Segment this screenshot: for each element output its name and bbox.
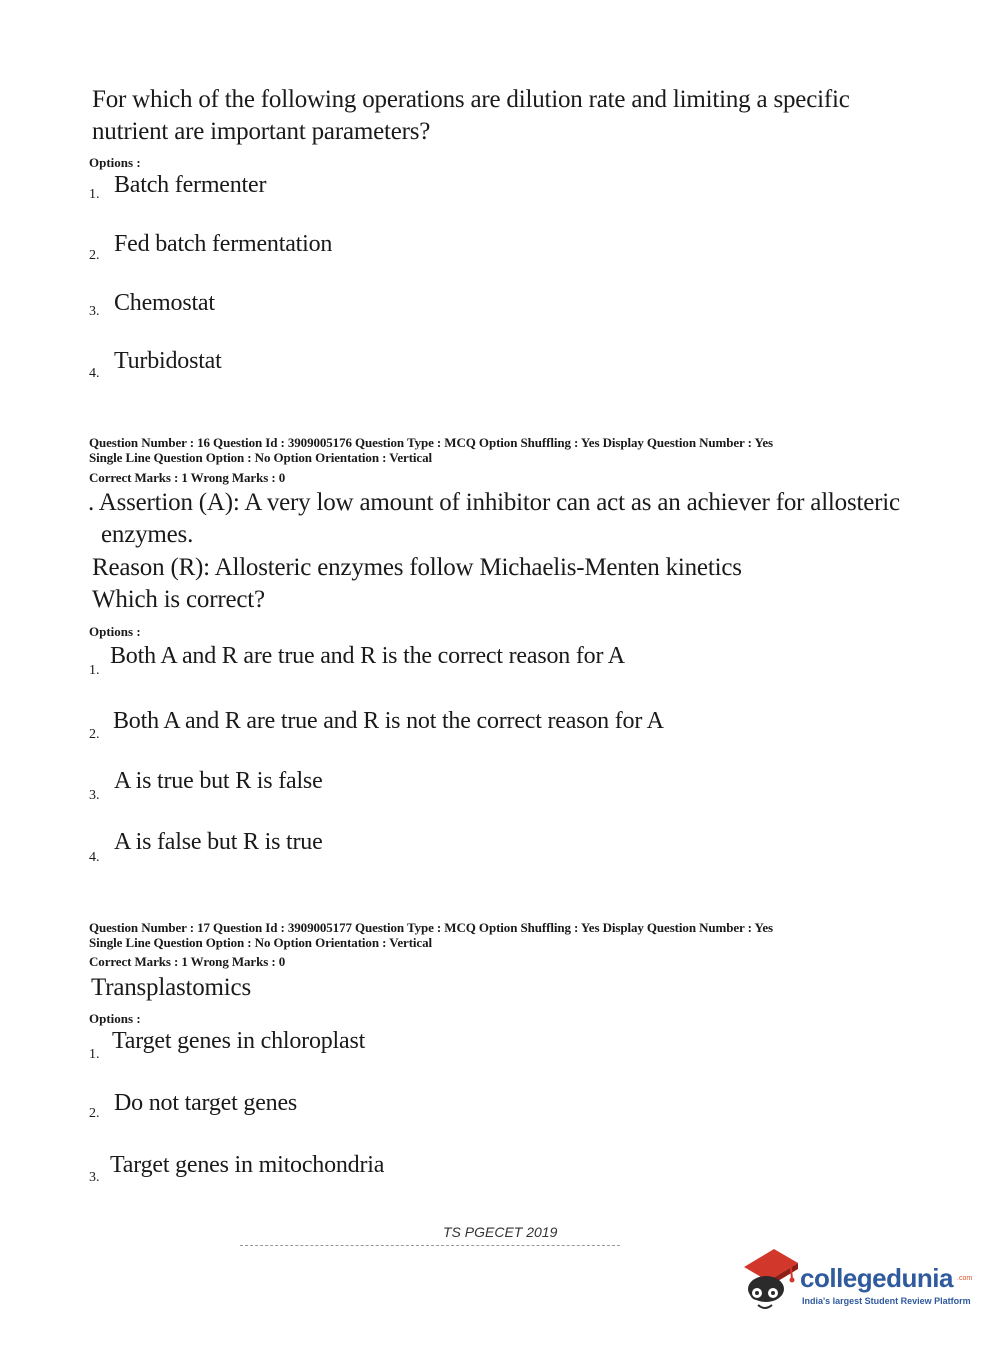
q16-option-2: Both A and R are true and R is not the correct reason for A bbox=[113, 708, 664, 734]
q16-option-2-number: 2. bbox=[89, 727, 100, 742]
collegedunia-logo-text: collegedunia bbox=[800, 1263, 953, 1293]
q17-option-3-number: 3. bbox=[89, 1170, 100, 1185]
q16-option-1-number: 1. bbox=[89, 663, 100, 678]
q16-option-3: A is true but R is false bbox=[114, 768, 323, 794]
q16-marks: Correct Marks : 1 Wrong Marks : 0 bbox=[89, 470, 286, 485]
q16-option-3-number: 3. bbox=[89, 788, 100, 803]
q15-option-1: Batch fermenter bbox=[114, 172, 267, 198]
q16-text-line2: enzymes. bbox=[101, 521, 194, 548]
q17-option-3: Target genes in mitochondria bbox=[110, 1152, 385, 1178]
q16-text-line4: Which is correct? bbox=[92, 586, 265, 613]
q17-option-1: Target genes in chloroplast bbox=[112, 1028, 366, 1054]
q17-option-2-number: 2. bbox=[89, 1106, 100, 1121]
q15-text-line2: nutrient are important parameters? bbox=[92, 118, 431, 145]
collegedunia-mascot-icon bbox=[740, 1245, 800, 1315]
q17-meta-line2: Single Line Question Option : No Option Orientation : Vertical bbox=[89, 935, 433, 950]
q16-option-4: A is false but R is true bbox=[114, 829, 323, 855]
q15-option-2: Fed batch fermentation bbox=[114, 231, 333, 257]
q17-marks: Correct Marks : 1 Wrong Marks : 0 bbox=[89, 954, 286, 969]
q15-text-line1: For which of the following operations are dilution rate and limiting a specific bbox=[92, 86, 850, 113]
q15-option-2-number: 2. bbox=[89, 248, 100, 263]
collegedunia-logo-com: .com bbox=[957, 1275, 973, 1282]
q15-option-4-number: 4. bbox=[89, 366, 100, 381]
q16-text-line1: . Assertion (A): A very low amount of inhibitor can act as an achiever for allosteric bbox=[88, 489, 900, 516]
q17-option-2: Do not target genes bbox=[114, 1090, 298, 1116]
q15-options-label: Options : bbox=[89, 155, 141, 170]
collegedunia-tagline: India's largest Student Review Platform bbox=[802, 1296, 971, 1306]
q16-options-label: Options : bbox=[89, 624, 141, 639]
q17-meta-line1: Question Number : 17 Question Id : 3909005177 Question Type : MCQ Option Shuffling : Yes Display Question Number : Yes bbox=[89, 920, 774, 935]
q16-option-1: Both A and R are true and R is the correct reason for A bbox=[110, 643, 625, 669]
q17-options-label: Options : bbox=[89, 1011, 141, 1026]
q15-option-3-number: 3. bbox=[89, 304, 100, 319]
q15-option-4: Turbidostat bbox=[114, 348, 222, 374]
footer-exam-name: TS PGECET 2019 bbox=[443, 1224, 558, 1240]
q15-option-3: Chemostat bbox=[114, 290, 215, 316]
q17-text: Transplastomics bbox=[91, 974, 251, 1001]
q16-text-line3: Reason (R): Allosteric enzymes follow Michaelis-Menten kinetics bbox=[92, 554, 742, 581]
q16-option-4-number: 4. bbox=[89, 850, 100, 865]
footer-divider bbox=[240, 1245, 620, 1246]
q16-meta-line1: Question Number : 16 Question Id : 3909005176 Question Type : MCQ Option Shuffling : Yes Display Question Number : Yes bbox=[89, 435, 774, 450]
q15-option-1-number: 1. bbox=[89, 187, 100, 202]
q16-meta-line2: Single Line Question Option : No Option Orientation : Vertical bbox=[89, 450, 433, 465]
q17-option-1-number: 1. bbox=[89, 1047, 100, 1062]
